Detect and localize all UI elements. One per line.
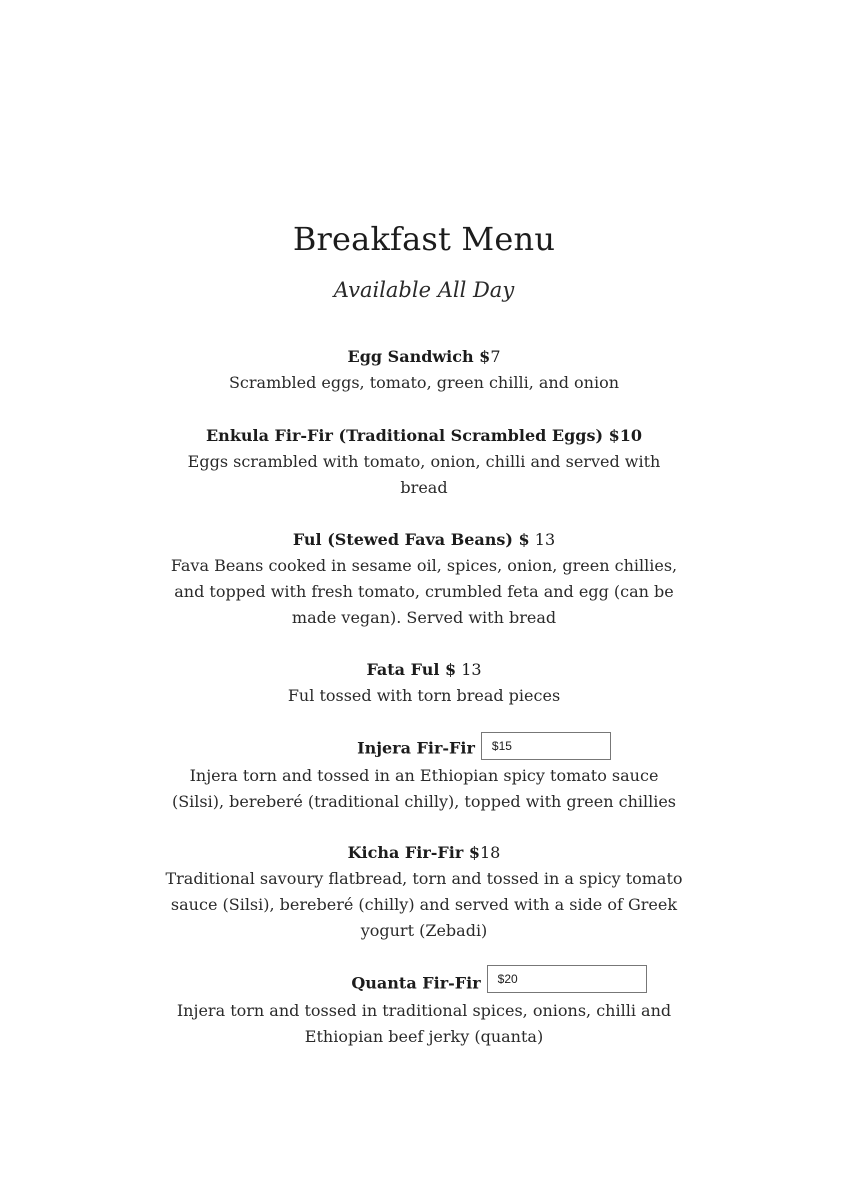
item-description-line: Eggs scrambled with tomato, onion, chilli and served with <box>187 452 661 471</box>
item-heading <box>150 840 698 866</box>
item-heading <box>150 423 698 449</box>
item-name: Quanta Fir-Fir <box>351 973 481 993</box>
item-heading <box>150 344 698 370</box>
item-price: 18 <box>480 843 501 862</box>
item-name: Enkula Fir-Fir (Traditional Scrambled Eggs) $10 <box>205 426 642 445</box>
menu-item-kicha-fir-fir <box>150 840 698 944</box>
item-description-line: Fava Beans cooked in sesame oil, spices, onion, green chillies, <box>170 556 678 575</box>
item-description <box>150 449 698 501</box>
item-name: Injera Fir-Fir <box>357 738 475 758</box>
item-name: Fata Ful $ <box>366 660 457 679</box>
menu-item-fata-ful <box>150 657 698 709</box>
item-description-line: Traditional savoury flatbread, torn and tossed in a spicy tomato <box>165 869 683 888</box>
item-description <box>150 763 698 815</box>
item-description-line: (Silsi), bereberé (traditional chilly), topped with green chillies <box>171 792 677 811</box>
item-description-line: Injera torn and tossed in an Ethiopian spicy tomato sauce <box>189 766 659 785</box>
item-price: 13 <box>529 530 556 549</box>
item-description-line: Ethiopian beef jerky (quanta) <box>304 1027 544 1046</box>
item-description-line: and topped with fresh tomato, crumbled feta and egg (can be <box>174 582 674 601</box>
item-heading <box>150 970 698 998</box>
item-description-line: yogurt (Zebadi) <box>360 921 488 940</box>
item-description: Scrambled eggs, tomato, green chilli, and onion <box>228 373 620 392</box>
price-field[interactable]: $15 <box>481 732 611 760</box>
item-price: 13 <box>456 660 482 679</box>
item-description-line: made vegan). Served with bread <box>291 608 557 627</box>
menu-title: Breakfast Menu <box>292 220 556 258</box>
item-price: 7 <box>490 347 501 366</box>
menu-item-ful <box>150 527 698 631</box>
item-heading <box>150 657 698 683</box>
menu-item-injera-fir-fir <box>150 735 698 815</box>
item-description-line: sauce (Silsi), bereberé (chilly) and served with a side of Greek <box>170 895 678 914</box>
menu-subtitle: Available All Day <box>333 278 515 302</box>
item-name: Ful (Stewed Fava Beans) $ <box>292 530 530 549</box>
item-description-line: Injera torn and tossed in traditional spices, onions, chilli and <box>176 1001 672 1020</box>
item-name: Egg Sandwich $ <box>347 347 491 366</box>
item-description-line: bread <box>400 478 448 497</box>
menu-item-enkula-fir-fir <box>150 423 698 501</box>
item-description <box>150 866 698 944</box>
item-heading <box>150 527 698 553</box>
item-description: Ful tossed with torn bread pieces <box>287 686 561 705</box>
price-field[interactable]: $20 <box>487 965 647 993</box>
item-name: Kicha Fir-Fir $ <box>347 843 480 862</box>
item-description <box>150 998 698 1050</box>
menu-item-quanta-fir-fir <box>150 970 698 1050</box>
item-heading <box>150 735 698 763</box>
item-description <box>150 553 698 631</box>
menu-item-egg-sandwich <box>150 344 698 396</box>
